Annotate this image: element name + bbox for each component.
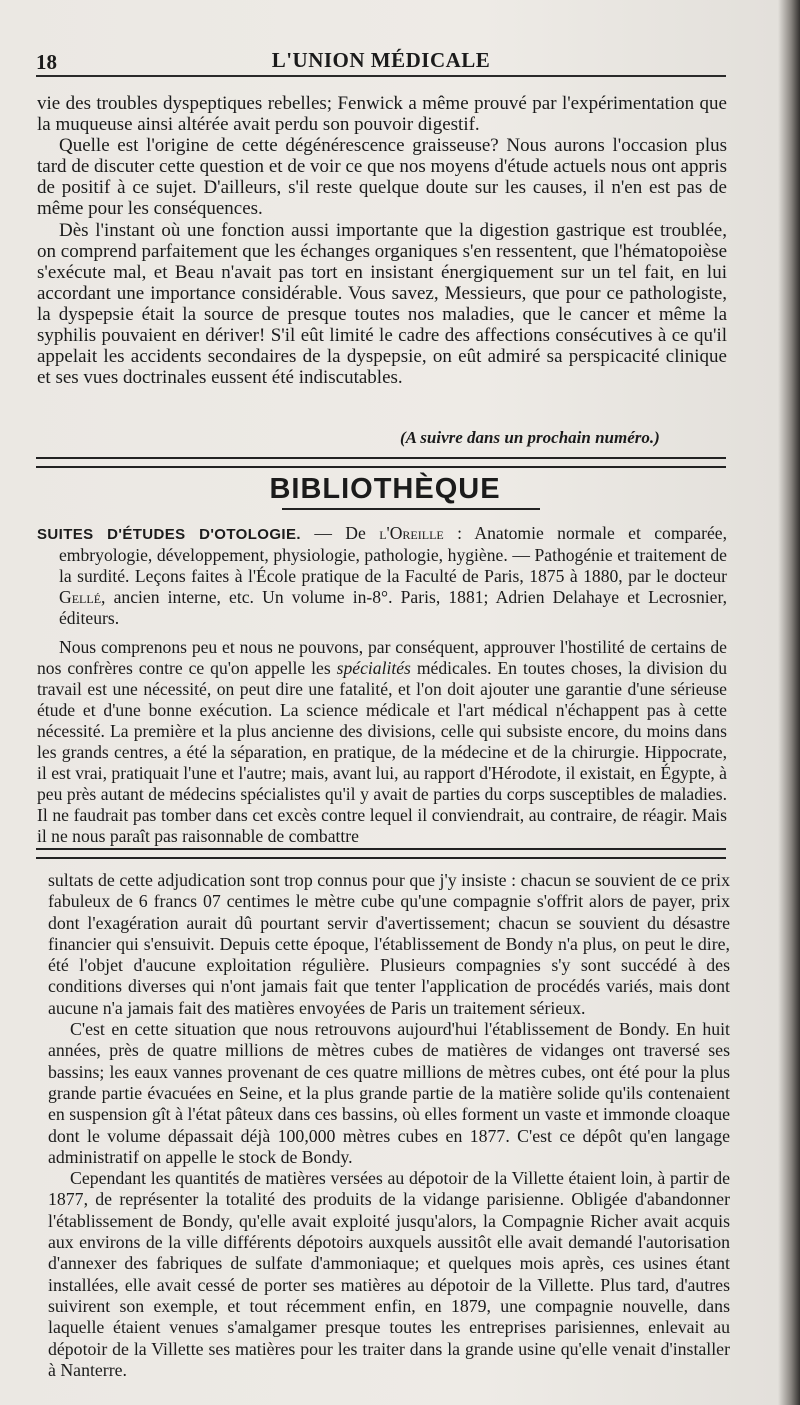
book-review <box>37 637 727 847</box>
running-title: L'UNION MÉDICALE <box>271 48 491 72</box>
review-text: médicales. En toutes choses, la division du travail est une nécessité, on peut dire une fatalité, et l'on doit ajouter une garantie d'une sérieuse étude et d'une bonne exécution. La science médicale et l'art médical n'échappent pas à cette nécessité. La première et la plus ancienne des divisions, celle qui subsiste encore, du moins dans les grands centres, a été la séparation, en pratique, de la médecine et de la chirurgie. Hippocrate, il est vrai, pratiquait l'une et l'autre; mais, avant lui, au rapport d'Hérodote, il existait, en Égypte, à peu près autant de médecins spécialistes qu'il y avait de parties du corps susceptibles de maladies. Il ne faudrait pas tomber dans cet excès contre lequel il conviendrait, au contraire, de réagir. Mais il ne nous paraît pas raisonnable de combattre <box>37 658 727 846</box>
book-description: : Anatomie normale et comparée, embryologie, développement, physiologie, pathologie, hygiène. — Pathogénie et traitement de la surdité. Leçons faites à l'École pratique de la Faculté de Paris, 1875 à 1880, par le docteur <box>59 523 727 586</box>
section-title: BIBLIOTHÈQUE <box>269 473 501 505</box>
page-number: 18 <box>36 50 57 74</box>
header-rule <box>36 75 726 77</box>
paragraph: C'est en cette situation que nous retrouvons aujourd'hui l'établissement de Bondy. En huit années, près de quatre millions de mètres cubes de matières de vidanges ont traversé ses bassins; les eaux vannes provenant de ces quatre millions de mètres cubes, ont été pour la plus grande partie évacuées en Seine, et la plus grande partie de la matière solide qu'ils contenaient en suspension gît à l'état pâteux dans ces bassins, où elles forment un vaste et immonde cloaque dont le volume dépassait déjà 100,000 mètres cubes en 1877. C'est ce dépôt qu'en langage administratif on appelle le stock de Bondy. <box>48 1019 730 1167</box>
to-be-continued-note: (A suivre dans un prochain numéro.) <box>400 428 660 447</box>
paragraph <box>37 637 727 847</box>
review-emphasis: spécialités <box>336 658 411 678</box>
book-author: Gellé <box>59 587 102 607</box>
book-publication: , ancien interne, etc. Un volume in-8°. Paris, 1881; Adrien Delahaye et Lecrosnier, éditeurs. <box>59 587 727 628</box>
paragraph: vie des troubles dyspeptiques rebelles; Fenwick a même prouvé par l'expérimentation que la muqueuse ainsi altérée avait perdu son pouvoir digestif. <box>37 93 727 136</box>
feuilleton <box>48 870 730 1381</box>
title-underline <box>282 508 540 510</box>
page-header <box>36 44 726 74</box>
paragraph: Dès l'instant où une fonction aussi importante que la digestion gastrique est troublée, on comprend parfaitement que les échanges organiques s'en ressentent, que l'hématopoièse s'exécute mal, et Beau n'avait pas tort en insistant énergiquement sur un tel fait, en lui accordant une importance considérable. Vous savez, Messieurs, que pour ce pathologiste, la dyspepsie était la source de presque toutes nos maladies, que le cancer et même la syphilis pouvaient en dériver! S'il eût limité le cadre des affections consécutives à ce qu'il appelait les accidents secondaires de la dyspepsie, on eût admiré sa perspicacité clinique et ses vues doctrinales eussent été indiscutables. <box>37 219 727 389</box>
section-divider <box>36 457 726 468</box>
book-title: SUITES D'ÉTUDES D'OTOLOGIE. <box>37 526 301 543</box>
paragraph: sultats de cette adjudication sont trop connus pour que j'y insiste : chacun se souvient de ce prix fabuleux de 6 francs 07 centimes le mètre cube qu'une compagnie s'offrit alors de payer, prix dont l'exagération aurait dû pourtant servir d'avertissement; chacun se souvient du désastre financier qui s'ensuivit. Depuis cette époque, l'établissement de Bondy n'a plus, on peut le dire, été l'objet d'aucune exploitation régulière. Plusieurs compagnies s'y sont succédé à des conditions diverses qui n'ont jamais fait que tenter l'application de procédés variés, mais dont aucune n'a jamais fait des matières envoyées de Paris un traitement sérieux. <box>48 870 730 1018</box>
book-subject: l'Oreille <box>379 523 444 543</box>
review-text: Nous comprenons peu et nous ne pouvons, par conséquent, approuver l'hostilité de certains de nos confrères contre ce qu'on appelle les <box>37 637 727 678</box>
paragraph: Quelle est l'origine de cette dégénérescence graisseuse? Nous aurons l'occasion plus tard de discuter cette question et de voir ce que nos moyens d'étude actuels nous ont appris de positif à ce sujet. D'ailleurs, s'il reste quelque doute sur les causes, il n'en est pas de même pour les conséquences. <box>37 135 727 220</box>
paragraph: Cependant les quantités de matières versées au dépotoir de la Villette étaient loin, à partir de 1877, de représenter la totalité des produits de la vidange parisienne. Obligée d'abandonner l'établissement de Bondy, qu'elle avait exploité jusqu'alors, la Compagnie Richer avait acquis aux environs de la ville différents dépotoirs auxquels aussitôt elle avait demandé l'autorisation d'annexer des fabriques de sulfate d'ammoniaque; et quelques mois après, ces usines étant installées, elle avait cessé de porter ses matières au dépotoir de la Villette. Plus tard, d'autres suivirent son exemple, et tout récemment enfin, en 1879, une compagnie nouvelle, dans laquelle étaient venues s'amalgamer presque toutes les entreprises parisiennes, enlevait au dépotoir de la Villette ses matières pour les traiter dans la grande usine qu'elle venait d'installer à Nanterre. <box>48 1168 730 1380</box>
article-continuation <box>37 93 727 388</box>
book-dash: — De <box>300 523 380 543</box>
book-reference <box>37 523 727 629</box>
page-gutter-shadow <box>778 0 800 1405</box>
book-citation <box>37 523 727 629</box>
feuilleton-divider <box>36 848 726 859</box>
